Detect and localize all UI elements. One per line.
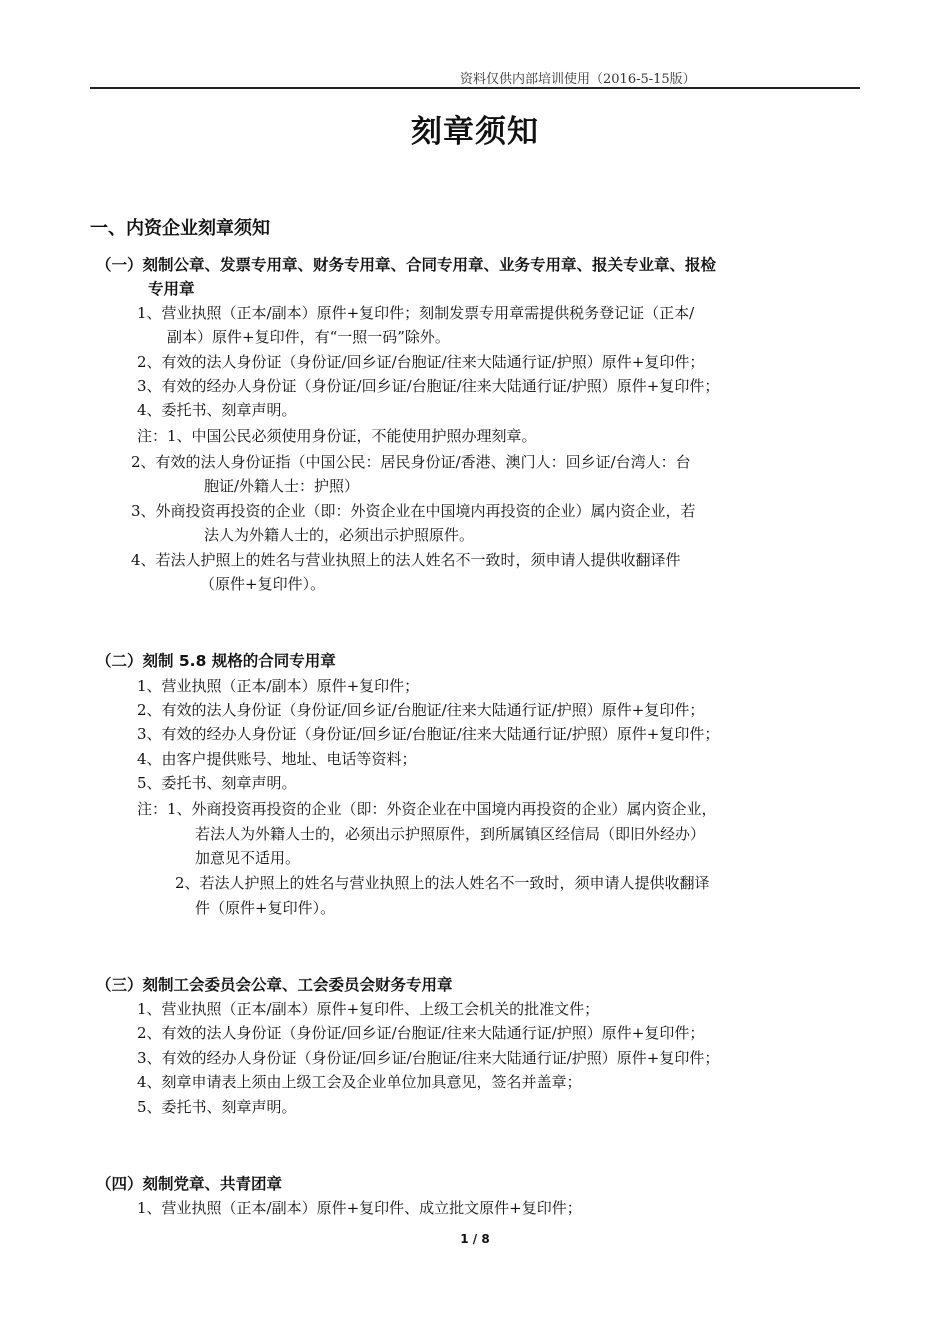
note-item-cont: 若法人为外籍人士的，必须出示护照原件，到所属镇区经信局（即旧外经办） bbox=[195, 825, 706, 843]
note-item-cont: 件（原件+复印件）。 bbox=[195, 899, 336, 917]
list-item: 4、委托书、刻章声明。 bbox=[137, 401, 297, 419]
subsection-title-cont: 专用章 bbox=[148, 280, 195, 298]
note-item-cont: （原件+复印件）。 bbox=[200, 575, 326, 593]
document-title: 刻章须知 bbox=[411, 114, 539, 150]
list-item: 2、有效的法人身份证（身份证/回乡证/台胞证/往来大陆通行证/护照）原件+复印件； bbox=[137, 701, 705, 719]
page-number: 1 / 8 bbox=[460, 1232, 490, 1246]
subsection-title: （三）刻制工会委员会公章、工会委员会财务专用章 bbox=[96, 976, 453, 994]
list-item: 3、有效的经办人身份证（身份证/回乡证/台胞证/往来大陆通行证/护照）原件+复印件； bbox=[137, 377, 720, 395]
note-item: 2、有效的法人身份证指（中国公民：居民身份证/香港、澳门人：回乡证/台湾人：台 bbox=[131, 453, 691, 471]
subsection-title: （一）刻制公章、发票专用章、财务专用章、合同专用章、业务专用章、报关专业章、报检 bbox=[96, 256, 717, 274]
list-item: 1、营业执照（正本/副本）原件+复印件、成立批文原件+复印件； bbox=[137, 1199, 582, 1217]
note-item: 注：1、中国公民必须使用身份证，不能使用护照办理刻章。 bbox=[137, 427, 537, 445]
list-item: 1、营业执照（正本/副本）原件+复印件、上级工会机关的批准文件； bbox=[137, 1000, 600, 1018]
subsection-title: （四）刻制党章、共青团章 bbox=[96, 1175, 283, 1193]
section-title: 一、内资企业刻章须知 bbox=[90, 218, 270, 239]
note-item-cont: 胞证/外籍人士：护照） bbox=[204, 477, 360, 495]
note-item-cont: 法人为外籍人士的，必须出示护照原件。 bbox=[204, 526, 475, 544]
list-item: 1、营业执照（正本/副本）原件+复印件； bbox=[137, 677, 420, 695]
note-item: 2、若法人护照上的姓名与营业执照上的法人姓名不一致时，须申请人提供收翻译 bbox=[175, 874, 710, 892]
list-item: 5、委托书、刻章声明。 bbox=[137, 1098, 297, 1116]
header-note: 资料仅供内部培训使用（2016-5-15版） bbox=[460, 72, 696, 87]
list-item-cont: 副本）原件+复印件，有“一照一码”除外。 bbox=[167, 328, 450, 346]
note-item: 注：1、外商投资再投资的企业（即：外资企业在中国境内再投资的企业）属内资企业， bbox=[137, 800, 717, 818]
list-item: 4、由客户提供账号、地址、电话等资料； bbox=[137, 750, 417, 768]
note-item: 4、若法人护照上的姓名与营业执照上的法人姓名不一致时，须申请人提供收翻译件 bbox=[131, 551, 681, 569]
list-item: 2、有效的法人身份证（身份证/回乡证/台胞证/往来大陆通行证/护照）原件+复印件； bbox=[137, 1024, 705, 1042]
list-item: 3、有效的经办人身份证（身份证/回乡证/台胞证/往来大陆通行证/护照）原件+复印件； bbox=[137, 725, 720, 743]
list-item: 3、有效的经办人身份证（身份证/回乡证/台胞证/往来大陆通行证/护照）原件+复印件； bbox=[137, 1049, 720, 1067]
note-item: 3、外商投资再投资的企业（即：外资企业在中国境内再投资的企业）属内资企业，若 bbox=[131, 502, 696, 520]
header-rule bbox=[90, 87, 860, 89]
note-item-cont: 加意见不适用。 bbox=[195, 849, 301, 867]
list-item: 5、委托书、刻章声明。 bbox=[137, 774, 297, 792]
subsection-title: （二）刻制 5.8 规格的合同专用章 bbox=[96, 652, 336, 670]
list-item: 1、营业执照（正本/副本）原件+复印件；刻制发票专用章需提供税务登记证（正本/ bbox=[137, 304, 695, 322]
list-item: 4、刻章申请表上须由上级工会及企业单位加具意见，签名并盖章； bbox=[137, 1073, 582, 1091]
list-item: 2、有效的法人身份证（身份证/回乡证/台胞证/往来大陆通行证/护照）原件+复印件； bbox=[137, 353, 705, 371]
